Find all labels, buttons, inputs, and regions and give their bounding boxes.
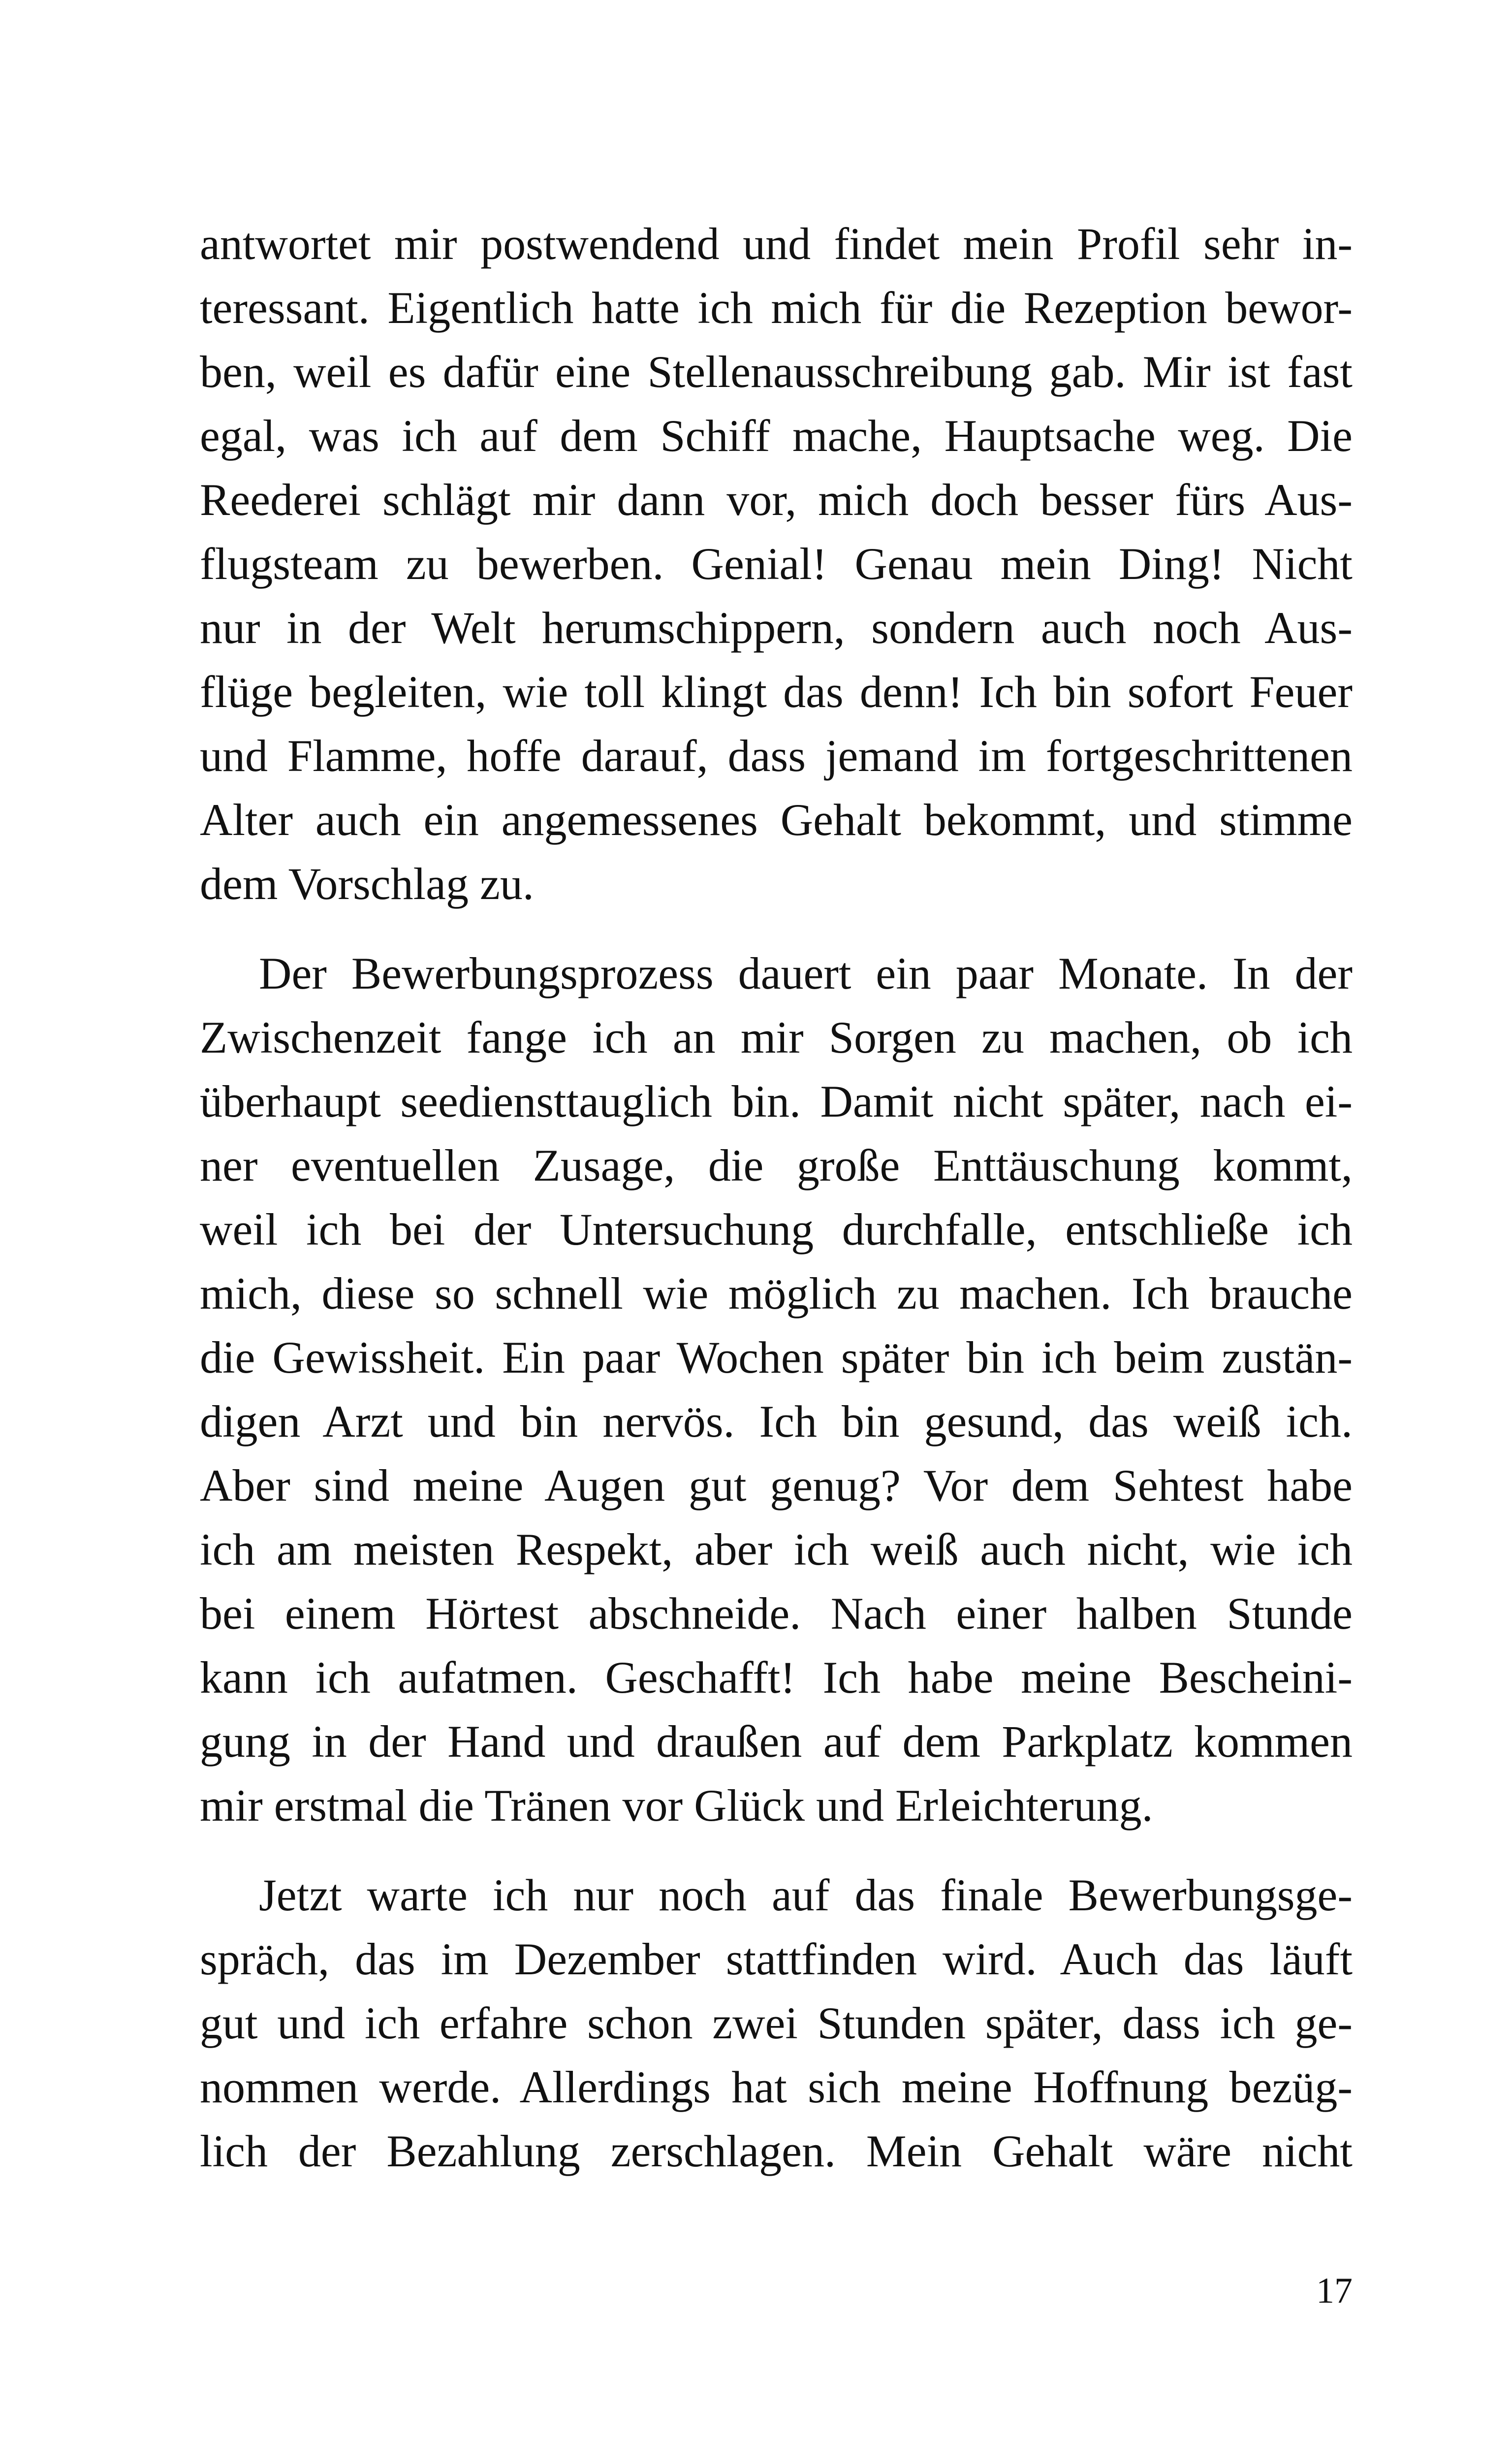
text-line: gung in der Hand und draußen auf dem Parkplatz kommen — [200, 1716, 1353, 1767]
text-line: überhaupt seediensttauglich bin. Damit nicht später, nach ei- — [200, 1076, 1353, 1126]
text-line: ner eventuellen Zusage, die große Enttäuschung kommt, — [200, 1140, 1353, 1190]
text-line: spräch, das im Dezember stattfinden wird. Auch das läuft — [200, 1934, 1353, 1984]
text-line: bei einem Hörtest abschneide. Nach einer halben Stunde — [200, 1588, 1353, 1639]
paragraph-1 — [200, 212, 1353, 916]
page-number: 17 — [1316, 2271, 1353, 2311]
text-line: ich am meisten Respekt, aber ich weiß auch nicht, wie ich — [200, 1524, 1353, 1575]
paragraph-2 — [200, 941, 1353, 1837]
text-line: antwortet mir postwendend und findet mein Profil sehr in- — [200, 219, 1353, 269]
text-line: ben, weil es dafür eine Stellenausschreibung gab. Mir ist fast — [200, 347, 1353, 397]
text-line: die Gewissheit. Ein paar Wochen später bin ich beim zustän- — [200, 1332, 1353, 1382]
text-line: flugsteam zu bewerben. Genial! Genau mein Ding! Nicht — [200, 539, 1353, 589]
text-line: nur in der Welt herumschippern, sondern auch noch Aus- — [200, 603, 1353, 653]
text-line: mir erstmal die Tränen vor Glück und Erleichterung. — [200, 1780, 1153, 1831]
text-line: teressant. Eigentlich hatte ich mich für die Rezeption bewor- — [200, 283, 1353, 333]
text-line: Der Bewerbungsprozess dauert ein paar Monate. In der — [259, 948, 1353, 998]
text-line: weil ich bei der Untersuchung durchfalle, entschließe ich — [200, 1204, 1353, 1254]
text-line: gut und ich erfahre schon zwei Stunden später, dass ich ge- — [200, 1998, 1353, 2048]
text-line: Aber sind meine Augen gut genug? Vor dem Sehtest habe — [200, 1460, 1353, 1511]
text-line: und Flamme, hoffe darauf, dass jemand im fortgeschrittenen — [200, 731, 1353, 781]
text-line: digen Arzt und bin nervös. Ich bin gesund, das weiß ich. — [200, 1396, 1353, 1447]
text-line: Jetzt warte ich nur noch auf das finale Bewerbungsge- — [259, 1870, 1353, 1920]
text-line: egal, was ich auf dem Schiff mache, Hauptsache weg. Die — [200, 411, 1353, 461]
text-line: dem Vorschlag zu. — [200, 859, 534, 909]
text-line: flüge begleiten, wie toll klingt das denn! Ich bin sofort Feuer — [200, 667, 1353, 717]
text-line: kann ich aufatmen. Geschafft! Ich habe meine Bescheini- — [200, 1652, 1353, 1703]
body-text — [200, 212, 1353, 2183]
text-line: lich der Bezahlung zerschlagen. Mein Gehalt wäre nicht — [200, 2126, 1353, 2176]
text-line: Zwischenzeit fange ich an mir Sorgen zu machen, ob ich — [200, 1012, 1353, 1062]
text-line: Reederei schlägt mir dann vor, mich doch besser fürs Aus- — [200, 475, 1353, 525]
text-line: nommen werde. Allerdings hat sich meine Hoffnung bezüg- — [200, 2062, 1353, 2112]
paragraph-3 — [200, 1863, 1353, 2183]
text-line: mich, diese so schnell wie möglich zu machen. Ich brauche — [200, 1268, 1353, 1318]
text-line: Alter auch ein angemessenes Gehalt bekommt, und stimme — [200, 795, 1353, 845]
